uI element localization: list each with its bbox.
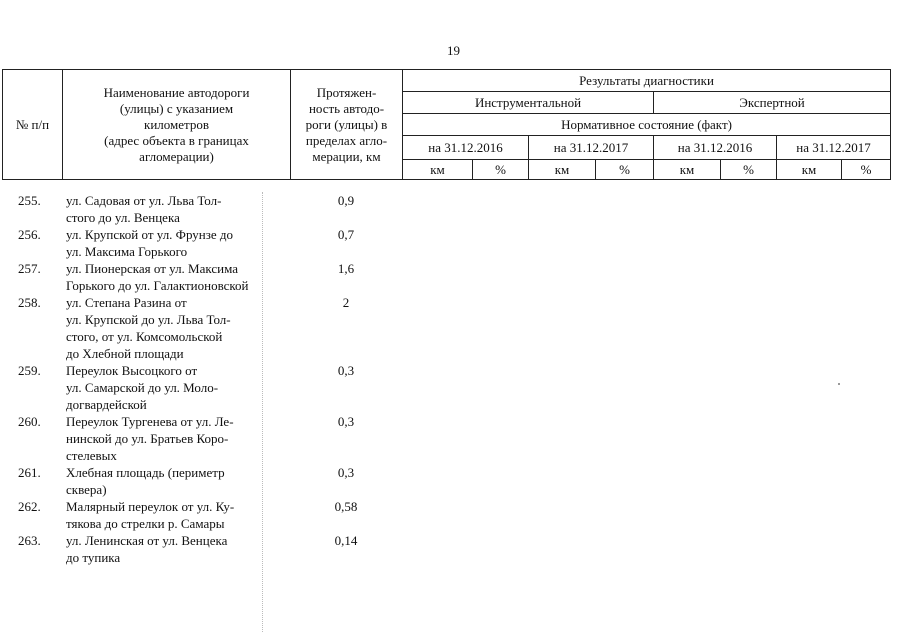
row-name-line: ул. Крупской от ул. Фрунзе до: [66, 227, 234, 242]
header-expert: Экспертной: [654, 92, 891, 114]
table-row: [0, 498, 905, 532]
row-length: 0,9: [337, 193, 355, 208]
table-row: [0, 413, 905, 464]
data-rows: [0, 192, 905, 566]
row-name-line: Малярный переулок от ул. Ку-: [66, 499, 235, 514]
header-unit-pct: %: [842, 160, 891, 180]
header-unit-km: км: [529, 160, 596, 180]
row-name-line: догвардейской: [66, 397, 147, 412]
row-name: [66, 226, 288, 260]
header-instrumental: Инструментальной: [403, 92, 654, 114]
row-name-line: Переулок Высоцкого от: [66, 363, 198, 378]
table-row: [0, 464, 905, 498]
row-name-line: стого, от ул. Комсомольской: [66, 329, 223, 344]
row-name-line: до Хлебной площади: [66, 346, 184, 361]
header-unit-km: км: [777, 160, 842, 180]
row-number: 263.: [18, 533, 41, 548]
row-name-line: ул. Крупской до ул. Льва Тол-: [66, 312, 231, 327]
row-length: 0,14: [334, 533, 358, 548]
row-number: 257.: [18, 261, 41, 276]
row-name-line: ул. Максима Горького: [66, 244, 188, 259]
row-name-line: ул. Ленинская от ул. Венцека: [66, 533, 228, 548]
row-name-line: Хлебная площадь (периметр: [66, 465, 225, 480]
row-number: 259.: [18, 363, 41, 378]
header-length-line: мерации, км: [312, 148, 381, 164]
page-number: 19: [447, 43, 460, 58]
row-number: 260.: [18, 414, 41, 429]
row-name-line: ул. Пионерская от ул. Максима: [66, 261, 239, 276]
table-row: [0, 362, 905, 413]
row-name-line: сквера): [66, 482, 107, 497]
row-number: 262.: [18, 499, 41, 514]
row-name-line: стелевых: [66, 448, 117, 463]
row-length: 0,7: [337, 227, 355, 242]
row-length: 2: [342, 295, 350, 310]
table-row: [0, 532, 905, 566]
header-normative: Нормативное состояние (факт): [403, 114, 891, 136]
row-name: [66, 413, 288, 464]
row-name: [66, 260, 288, 294]
header-name-line: Наименование автодороги: [103, 84, 250, 100]
row-name-line: ул. Степана Разина от: [66, 295, 187, 310]
header-table: [2, 69, 891, 180]
row-length: 0,3: [337, 414, 355, 429]
row-name-line: ул. Садовая от ул. Льва Тол-: [66, 193, 222, 208]
row-name: [66, 192, 288, 226]
row-name: [66, 532, 288, 566]
header-date: на 31.12.2016: [403, 136, 529, 160]
header-col-number: № п/п: [3, 70, 63, 180]
header-length-line: Протяжен-: [316, 84, 377, 100]
row-name: [66, 498, 288, 532]
header-length-line: роги (улицы) в: [305, 116, 388, 132]
row-number: 261.: [18, 465, 41, 480]
header-name-line: километров: [144, 116, 209, 132]
row-name-line: нинской до ул. Братьев Коро-: [66, 431, 229, 446]
row-name: [66, 362, 288, 413]
header-length-line: пределах агло-: [305, 132, 388, 148]
header-col-length: [291, 70, 403, 180]
header-date: на 31.12.2017: [529, 136, 654, 160]
row-name: [66, 294, 288, 362]
header-col-name: [63, 70, 291, 180]
row-name: [66, 464, 288, 498]
row-name-line: до тупика: [66, 550, 121, 565]
header-results: Результаты диагностики: [403, 70, 891, 92]
row-name-line: стого до ул. Венцека: [66, 210, 180, 225]
header-unit-pct: %: [473, 160, 529, 180]
row-length: 1,6: [337, 261, 355, 276]
header-date: на 31.12.2017: [777, 136, 891, 160]
row-name-line: Переулок Тургенева от ул. Ле-: [66, 414, 234, 429]
row-name-line: Горького до ул. Галактионовской: [66, 278, 249, 293]
header-name-line: (адрес объекта в границах: [104, 132, 249, 148]
header-name-line: агломерации): [139, 148, 214, 164]
header-unit-km: км: [403, 160, 473, 180]
header-unit-pct: %: [596, 160, 654, 180]
row-name-line: тякова до стрелки р. Самары: [66, 516, 225, 531]
row-number: 258.: [18, 295, 41, 310]
row-number: 256.: [18, 227, 41, 242]
table-row: [0, 260, 905, 294]
header-length-line: ность автодо-: [308, 100, 385, 116]
header-unit-pct: %: [721, 160, 777, 180]
row-name-line: ул. Самарской до ул. Моло-: [66, 380, 219, 395]
row-length: 0,3: [337, 465, 355, 480]
header-name-line: (улицы) с указанием: [119, 100, 234, 116]
table-row: [0, 192, 905, 226]
table-row: [0, 226, 905, 260]
row-number: 255.: [18, 193, 41, 208]
row-length: 0,58: [334, 499, 358, 514]
header-date: на 31.12.2016: [654, 136, 777, 160]
header-unit-km: км: [654, 160, 721, 180]
row-length: 0,3: [337, 363, 355, 378]
table-row: [0, 294, 905, 362]
